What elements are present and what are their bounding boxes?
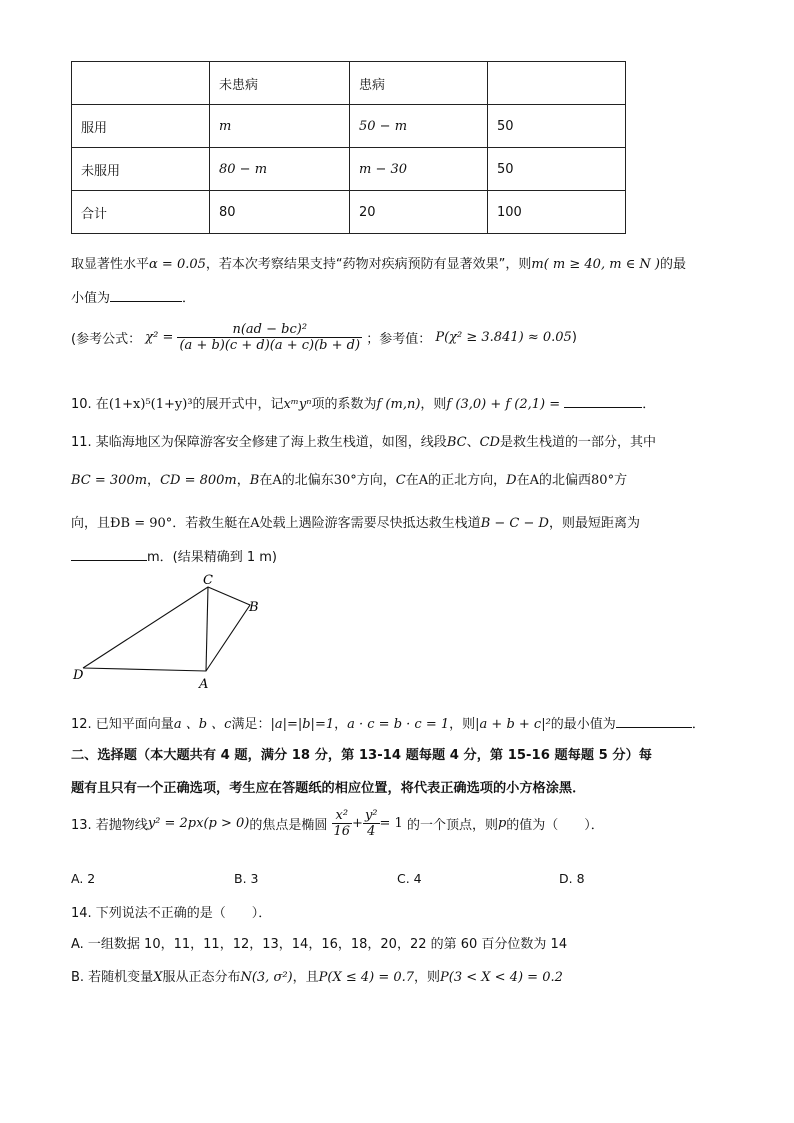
text: 服从正态分布	[162, 970, 241, 985]
q13-option-b[interactable]: B. 3	[234, 871, 259, 886]
q9-line2	[71, 287, 195, 306]
q13-line	[71, 808, 604, 839]
normal-dist: N(3, σ²)	[240, 970, 293, 985]
text: ，若本次考察结果支持“药物对疾病预防有显著效果”，则	[205, 257, 532, 272]
q13-option-c[interactable]: C. 4	[397, 871, 422, 886]
point-c: C	[395, 473, 406, 488]
text: 的北偏西	[539, 473, 592, 488]
text: ，	[334, 717, 348, 732]
q11-line4	[71, 546, 277, 565]
numerator: y²	[364, 808, 378, 823]
text: 是救生栈道的一部分，其中	[499, 435, 656, 450]
text: ，	[236, 473, 250, 488]
text: 方	[614, 473, 628, 488]
text: 取显著性水平	[71, 257, 150, 272]
bc-length: BC = 300m	[71, 473, 148, 488]
text: 向，且	[71, 516, 111, 531]
text: 13. 若抛物线	[71, 818, 148, 833]
text: 在	[259, 473, 273, 488]
var-m: m	[531, 257, 544, 272]
table-cell: 服用	[72, 105, 210, 148]
q9-line1	[71, 253, 686, 272]
text: 项的系数为	[311, 397, 377, 412]
text: (参考公式：	[71, 332, 142, 347]
numerator: n(ad − bc)²	[177, 322, 362, 338]
text: ，则	[420, 397, 447, 412]
condition-2: a · c = b · c = 1	[347, 717, 450, 732]
text: 、	[466, 435, 480, 450]
text: 满足：	[231, 717, 271, 732]
text: 小值为	[71, 291, 111, 306]
table-header-row	[72, 62, 626, 105]
text: ；参考值：	[366, 332, 432, 347]
table-row	[72, 191, 626, 234]
text: ．	[691, 717, 705, 732]
expression: (1+x)⁵(1+y)³	[108, 397, 193, 412]
angle-b: ÐB = 90°	[110, 516, 173, 531]
label-c: C	[203, 573, 213, 588]
point-a: A	[529, 473, 540, 488]
angle-30: 30°	[333, 473, 357, 488]
section2-heading-line1: 二、选择题（本大题共有 4 题，满分 18 分，第 13-14 题每题 4 分，第 15-16 题每题 5 分）每	[71, 748, 652, 763]
section2-heading-line2: 题有且只有一个正确选项，考生应在答题纸的相应位置，将代表正确选项的小方格涂黑．	[71, 781, 586, 796]
parabola-eq: y² = 2px(p > 0)	[147, 816, 250, 831]
text: ，且	[292, 970, 319, 985]
point-a: A	[272, 473, 282, 488]
q11-line2	[71, 469, 627, 488]
ellipse-x-term	[332, 808, 353, 839]
reference-value: P(χ² ≥ 3.841) ≈ 0.05	[435, 330, 572, 345]
chi-square-lhs: χ² =	[145, 330, 174, 345]
plus-sign: +	[352, 816, 363, 831]
var-p: p	[497, 816, 507, 831]
text: )	[571, 330, 577, 345]
label-a: A	[199, 677, 209, 692]
q10-line	[71, 393, 655, 412]
sum-expr: f (3,0) + f (2,1) =	[446, 397, 561, 412]
q12-line	[71, 713, 705, 732]
table-cell: 80 − m	[210, 148, 350, 191]
point-a: A	[250, 516, 260, 531]
table-cell: 50	[488, 148, 626, 191]
path-bcd: B − C − D	[480, 516, 549, 531]
q9-reference	[71, 322, 577, 353]
text: 10. 在	[71, 397, 109, 412]
expression: |a + b + c|²	[475, 717, 551, 732]
q11-line1	[71, 431, 656, 450]
contingency-table	[71, 61, 626, 234]
q14-option-a[interactable]: A. 一组数据 10，11，11，12，13，14，16，18，20，22 的第 60 百分位数为 14	[71, 937, 568, 952]
text: 12. 已知平面向量	[71, 717, 174, 732]
quadrilateral-outline	[83, 587, 250, 671]
answer-blank	[110, 289, 182, 302]
table-header-cell: 患病	[350, 62, 488, 105]
prob-2: P(3 < X < 4) = 0.2	[440, 970, 563, 985]
condition-1: |a|=|b|=1	[270, 717, 335, 732]
function: f (m,n)	[376, 397, 421, 412]
table-cell: 合计	[72, 191, 210, 234]
prob-1: P(X ≤ 4) = 0.7	[318, 970, 415, 985]
q14-option-b[interactable]	[71, 966, 563, 985]
table-header-cell	[72, 62, 210, 105]
text: 的北偏东	[281, 473, 334, 488]
answer-blank	[71, 548, 147, 561]
equals-one: = 1	[379, 816, 403, 831]
point-a: A	[418, 473, 429, 488]
text: ．	[182, 291, 196, 306]
text: 11. 某临海地区为保障游客安全修建了海上救生栈道，如图，线段	[71, 435, 447, 450]
text: ，则	[414, 970, 441, 985]
q13-option-a[interactable]: A. 2	[71, 871, 96, 886]
answer-blank	[564, 395, 642, 408]
text: ．	[642, 397, 656, 412]
text: 的最	[660, 257, 687, 272]
table-row	[72, 105, 626, 148]
table-header-cell: 未患病	[210, 62, 350, 105]
table-cell: 50	[488, 105, 626, 148]
label-b: B	[249, 600, 259, 615]
text: 的展开式中，记	[192, 397, 284, 412]
text: ．若救生艇在	[172, 516, 251, 531]
table-cell: 未服用	[72, 148, 210, 191]
q14-stem: 14. 下列说法不正确的是（ ）．	[71, 906, 272, 921]
numerator: x²	[332, 808, 353, 824]
table-cell: 20	[350, 191, 488, 234]
text: 在	[405, 473, 419, 488]
text: 方向，	[356, 473, 396, 488]
label-d: D	[73, 668, 84, 683]
q13-option-d[interactable]: D. 8	[559, 871, 585, 886]
segment-cd: CD	[479, 435, 500, 450]
text: m．(结果精确到 1 m)	[147, 550, 278, 565]
answer-blank	[616, 715, 692, 728]
q11-figure	[70, 570, 270, 695]
var-x: X	[153, 970, 163, 985]
vectors: a 、b 、c	[173, 717, 232, 732]
text: 在	[516, 473, 530, 488]
denominator: (a + b)(c + d)(a + c)(b + d)	[179, 338, 361, 353]
denominator: 4	[367, 824, 376, 839]
ellipse-y-term	[363, 808, 380, 839]
cd-length: CD = 800m	[160, 473, 237, 488]
q11-line3	[71, 512, 640, 531]
denominator: 16	[333, 824, 351, 839]
table-cell: 80	[210, 191, 350, 234]
table-cell: m	[210, 105, 350, 148]
text: B. 若随机变量	[71, 970, 154, 985]
table-cell: 100	[488, 191, 626, 234]
text: 的正北方向，	[428, 473, 507, 488]
point-d: D	[506, 473, 517, 488]
text: 的一个顶点，则	[406, 818, 498, 833]
segment-bc: BC	[446, 435, 467, 450]
text: ，	[147, 473, 161, 488]
text: 的焦点是椭圆	[249, 818, 328, 833]
text: 处载上遇险游客需要尽快抵达救生栈道	[259, 516, 481, 531]
chi-square-fraction	[177, 322, 362, 353]
term: xᵐyⁿ	[283, 397, 312, 412]
segment-ca	[206, 587, 208, 671]
text: ，则最短距离为	[548, 516, 640, 531]
condition: ( m ≥ 40, m ∈ N )	[543, 257, 661, 272]
text: ，则	[449, 717, 476, 732]
point-b: B	[249, 473, 260, 488]
table-header-cell	[488, 62, 626, 105]
alpha-value: α = 0.05	[149, 257, 206, 272]
text: 的值为（ ）．	[506, 818, 604, 833]
table-cell: 50 − m	[350, 105, 488, 148]
angle-80: 80°	[591, 473, 615, 488]
text: 的最小值为	[550, 717, 616, 732]
table-cell: m − 30	[350, 148, 488, 191]
table-row	[72, 148, 626, 191]
